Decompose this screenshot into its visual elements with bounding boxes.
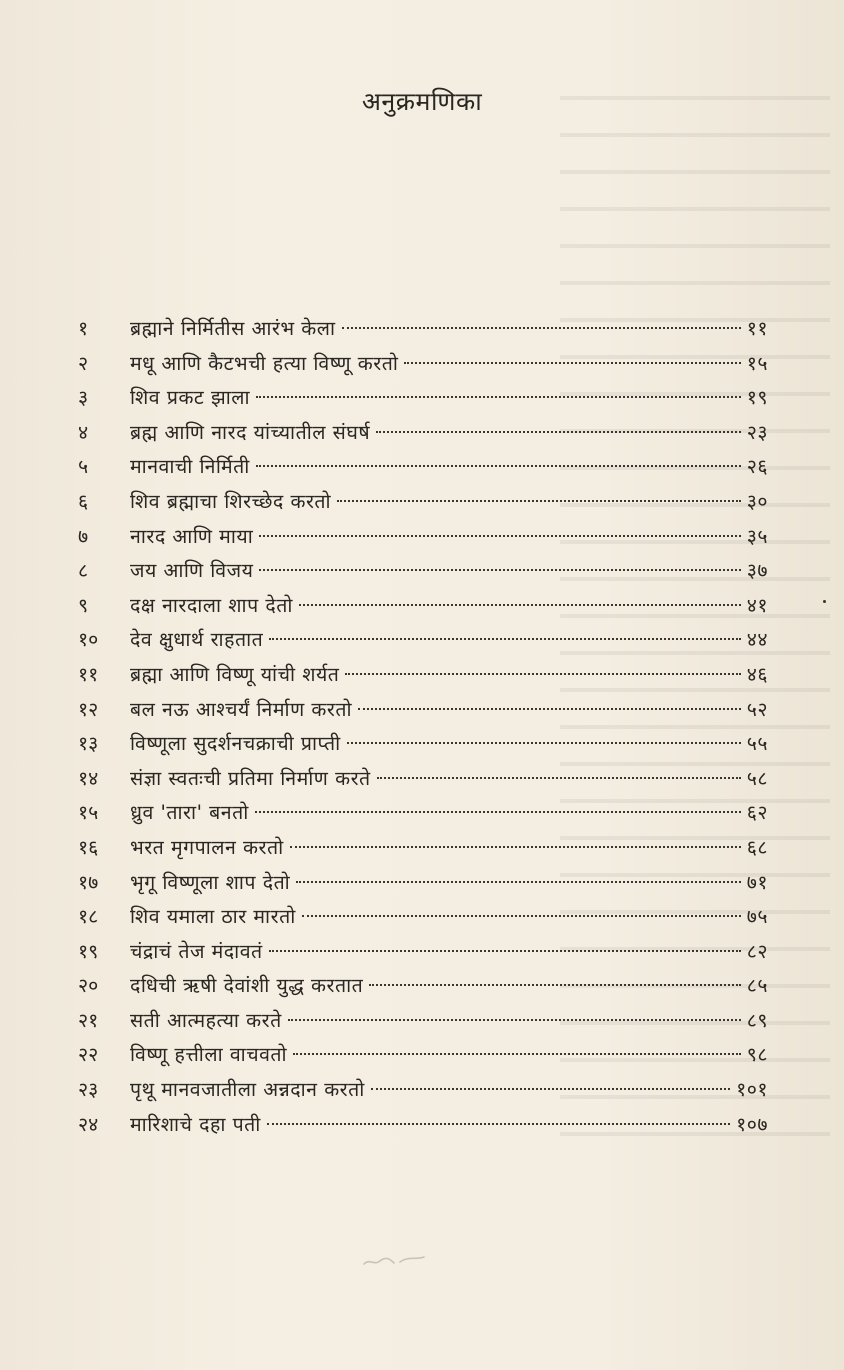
toc-entry bbox=[78, 1038, 768, 1073]
chapter-number: ८ bbox=[78, 559, 89, 583]
chapter-number: १० bbox=[78, 628, 99, 652]
dot-leader bbox=[255, 811, 741, 813]
chapter-title: ध्रुव 'तारा' बनतो bbox=[130, 801, 249, 825]
toc-entry bbox=[78, 1108, 768, 1143]
page-number: ३० bbox=[746, 489, 768, 513]
chapter-title: शिव ब्रह्माचा शिरच्छेद करतो bbox=[130, 489, 332, 513]
chapter-number: २१ bbox=[78, 1008, 99, 1032]
dot-leader bbox=[256, 396, 741, 398]
page-number: ५५ bbox=[746, 732, 768, 756]
page-number: ६२ bbox=[746, 801, 768, 825]
page-number: १०१ bbox=[736, 1078, 768, 1102]
toc-entry bbox=[78, 693, 768, 728]
toc-entry bbox=[78, 796, 768, 831]
page-number: ३५ bbox=[746, 524, 768, 548]
toc-entry bbox=[78, 589, 768, 624]
toc-entry bbox=[78, 900, 768, 935]
chapter-title: भरत मृगपालन करतो bbox=[130, 835, 284, 859]
chapter-title: चंद्राचं तेज मंदावतं bbox=[130, 939, 263, 963]
page-number: ८५ bbox=[746, 974, 768, 998]
page-number: १५ bbox=[746, 351, 768, 375]
pencil-scribble-mark bbox=[360, 1250, 430, 1270]
toc-entry bbox=[78, 554, 768, 589]
chapter-title: भृगू विष्णूला शाप देतो bbox=[130, 870, 291, 894]
chapter-number: ६ bbox=[78, 489, 89, 513]
page-number: ७५ bbox=[746, 905, 768, 929]
page-number: ८९ bbox=[746, 1008, 768, 1032]
dot-leader bbox=[342, 327, 741, 329]
toc-entry bbox=[78, 866, 768, 901]
toc-entry bbox=[78, 381, 768, 416]
chapter-number: १५ bbox=[78, 801, 99, 825]
dot-leader bbox=[377, 777, 741, 779]
page-number: ४४ bbox=[746, 628, 768, 652]
paper-speck bbox=[823, 600, 826, 603]
chapter-number: ४ bbox=[78, 420, 89, 444]
chapter-title: ब्रह्माने निर्मितीस आरंभ केला bbox=[130, 317, 336, 340]
chapter-title: विष्णूला सुदर्शनचक्राची प्राप्ती bbox=[130, 732, 341, 756]
chapter-title: बल नऊ आश्चर्यं निर्माण करतो bbox=[130, 697, 352, 721]
toc-entry bbox=[78, 658, 768, 693]
chapter-number: १७ bbox=[78, 870, 99, 894]
toc-entry bbox=[78, 935, 768, 970]
toc-entry bbox=[78, 416, 768, 451]
toc-entry bbox=[78, 727, 768, 762]
toc-entry bbox=[78, 485, 768, 520]
dot-leader bbox=[371, 1088, 730, 1090]
chapter-title: दक्ष नारदाला शाप देतो bbox=[130, 593, 293, 617]
toc-entry bbox=[78, 450, 768, 485]
chapter-number: २० bbox=[78, 974, 99, 998]
chapter-title: ब्रह्म आणि नारद यांच्यातील संघर्ष bbox=[130, 420, 371, 444]
page-title: अनुक्रमणिका bbox=[361, 87, 483, 116]
dot-leader bbox=[376, 431, 741, 433]
chapter-title: देव क्षुधार्थ राहतात bbox=[130, 628, 264, 652]
chapter-number: १८ bbox=[78, 905, 99, 929]
dot-leader bbox=[288, 1019, 741, 1021]
toc-entry bbox=[78, 520, 768, 555]
toc-entry bbox=[78, 347, 768, 382]
dot-leader bbox=[256, 465, 741, 467]
toc-entry bbox=[78, 1004, 768, 1039]
chapter-number: २४ bbox=[78, 1112, 99, 1136]
chapter-title: पृथू मानवजातीला अन्नदान करतो bbox=[130, 1078, 365, 1102]
chapter-title: विष्णू हत्तीला वाचवतो bbox=[130, 1043, 288, 1067]
page-number: ३७ bbox=[746, 559, 768, 583]
toc-entry bbox=[78, 969, 768, 1004]
page-number: ११ bbox=[746, 317, 768, 340]
chapter-number: २ bbox=[78, 351, 89, 375]
toc-entry bbox=[78, 1073, 768, 1108]
dot-leader bbox=[259, 569, 740, 571]
chapter-title: सती आत्महत्या करते bbox=[130, 1008, 282, 1032]
dot-leader bbox=[269, 638, 740, 640]
page-number: २३ bbox=[746, 420, 768, 444]
dot-leader bbox=[369, 984, 740, 986]
dot-leader bbox=[293, 1053, 741, 1055]
chapter-title: जय आणि विजय bbox=[130, 559, 254, 583]
page-number: १९ bbox=[746, 386, 768, 410]
chapter-title: नारद आणि माया bbox=[130, 524, 254, 548]
dot-leader bbox=[267, 1123, 730, 1125]
chapter-title: शिव यमाला ठार मारतो bbox=[130, 905, 296, 929]
page-number: ४६ bbox=[746, 662, 768, 686]
dot-leader bbox=[337, 500, 741, 502]
chapter-number: २३ bbox=[78, 1078, 99, 1102]
page-number: ७१ bbox=[746, 870, 768, 894]
dot-leader bbox=[302, 915, 741, 917]
page-number: ४१ bbox=[746, 593, 768, 617]
chapter-title: ब्रह्मा आणि विष्णू यांची शर्यत bbox=[130, 662, 340, 686]
chapter-number: १६ bbox=[78, 835, 99, 859]
chapter-number: ११ bbox=[78, 662, 99, 686]
dot-leader bbox=[259, 535, 740, 537]
page-number: ८२ bbox=[746, 939, 768, 963]
chapter-title: मधू आणि कैटभची हत्या विष्णू करतो bbox=[130, 351, 399, 375]
dot-leader bbox=[299, 604, 741, 606]
dot-leader bbox=[358, 708, 741, 710]
page-number: ९८ bbox=[746, 1043, 768, 1067]
chapter-title: संज्ञा स्वतःची प्रतिमा निर्माण करते bbox=[130, 766, 371, 790]
chapter-title: मानवाची निर्मिती bbox=[130, 455, 250, 479]
chapter-number: १३ bbox=[78, 732, 99, 756]
page-number: १०७ bbox=[736, 1112, 768, 1136]
toc-entry bbox=[78, 762, 768, 797]
toc-entry bbox=[78, 623, 768, 658]
chapter-number: १२ bbox=[78, 697, 99, 721]
chapter-title: शिव प्रकट झाला bbox=[130, 386, 251, 410]
dot-leader bbox=[269, 950, 741, 952]
toc-entry bbox=[78, 831, 768, 866]
page-number: ५८ bbox=[746, 766, 768, 790]
dot-leader bbox=[296, 881, 740, 883]
table-of-contents bbox=[78, 312, 768, 1142]
toc-entry bbox=[78, 312, 768, 347]
dot-leader bbox=[290, 846, 741, 848]
dot-leader bbox=[345, 673, 740, 675]
dot-leader bbox=[347, 742, 741, 744]
page-number: २६ bbox=[746, 455, 768, 479]
chapter-number: ९ bbox=[78, 593, 89, 617]
page-number: ६८ bbox=[746, 835, 768, 859]
chapter-number: ७ bbox=[78, 524, 89, 548]
dot-leader bbox=[404, 362, 740, 364]
chapter-title: मारिशाचे दहा पती bbox=[130, 1112, 261, 1136]
chapter-number: ३ bbox=[78, 386, 89, 410]
chapter-number: १९ bbox=[78, 939, 99, 963]
page-number: ५२ bbox=[746, 697, 768, 721]
chapter-number: १४ bbox=[78, 766, 99, 790]
chapter-title: दधिची ऋषी देवांशी युद्ध करतात bbox=[130, 974, 364, 998]
chapter-number: १ bbox=[78, 317, 89, 340]
chapter-number: २२ bbox=[78, 1043, 99, 1067]
chapter-number: ५ bbox=[78, 455, 89, 479]
